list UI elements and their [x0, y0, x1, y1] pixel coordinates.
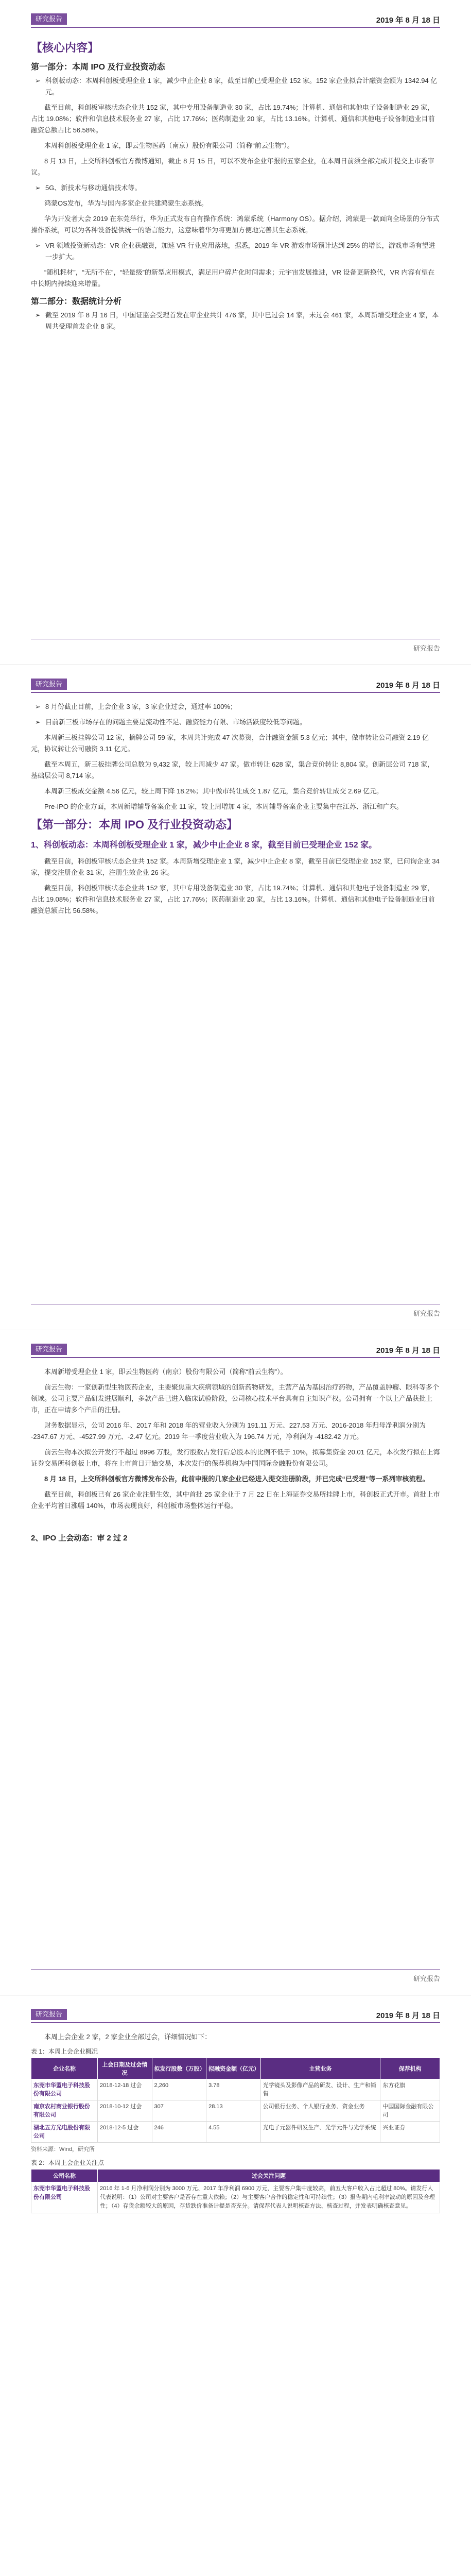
table-cell: 2018-12-18 过会 [98, 2079, 152, 2100]
table-cell: 246 [152, 2122, 206, 2143]
footer-divider [31, 1969, 440, 1970]
paragraph: 截至目前，科创板审核状态企业共 152 家，其中专用设备制造业 30 家，占比 19.74%；计算机、通信和其他电子设备制造业 29 家，占比 19.08%；软件和信息技术服务业 27 家，占比 17.76%；医药制造业 20 家，占比 13.16%。计算机、通信和其他电子设备制造业目前融资总额占比 56.58%。 [31, 104, 435, 134]
column-header: 企业名称 [31, 2058, 98, 2079]
page-header [31, 2009, 440, 2023]
table-cell: 东莞市华盟电子科技股份有限公司 [31, 2079, 98, 2100]
paragraph: 截至目前，科创板已有 26 家企业注册生效，其中首批 25 家企业于 7 月 22 日在上海证券交易所挂牌上市，科创板正式开市。首批上市企业平均首日涨幅 140%，市场表现良好，科创板市场整体运行平稳。 [31, 1490, 440, 1510]
subsection-1-heading: 1、科创板动态：本周科创板受理企业 1 家，减少中止企业 8 家，截至目前已受理企业 152 家。 [31, 841, 377, 850]
table-cell: 东方花旗 [380, 2079, 440, 2100]
paragraph: 截至本周五，新三板挂牌公司总数为 9,432 家，较上周减少 47 家。做市转让 628 家，集合竞价转让 8,804 家。创新层公司 718 家，基础层公司 8,714 家。 [31, 760, 434, 779]
page-content [31, 2031, 440, 2213]
paragraph: Pre-IPO 的企业方面，本周新增辅导备案企业 11 家，较上周增加 4 家，本周辅导备案企业主要集中在江苏、浙江和广东。 [44, 803, 403, 810]
header-divider [31, 27, 440, 28]
page-content [31, 36, 440, 336]
page-header [31, 1344, 440, 1358]
page-footer [31, 639, 440, 654]
paragraph: 8 月 13 日，上交所科创板官方微博通知，截止 8 月 15 日，可以不发布企业年报的五家企业，在本周日前须全部完成并提交上市委审议。 [31, 157, 434, 176]
table-row [31, 2182, 440, 2213]
report-badge: 研究报告 [31, 13, 67, 25]
paragraph: 前云生物：一家创新型生物医药企业，主要聚焦重大疾病领域的创新药物研发，主营产品为基因治疗药物，产品覆盖肿瘤、眼科等多个领域。公司主要产品研发进展顺利，多款产品已进入临床试验阶段，公司核心技术平台具有自主知识产权。公司拥有一个以上产品获批上市，正在申请多个产品的注册。 [31, 1383, 440, 1414]
page-content [31, 1366, 440, 1547]
report-date: 2019 年 8 月 18 日 [376, 681, 440, 690]
table-cell: 东莞市华盟电子科技股份有限公司 [31, 2182, 98, 2213]
paragraph: 本周新三板成交金额 4.56 亿元，较上周下降 18.2%；其中做市转让成交 1.87 亿元，集合竞价转让成交 2.69 亿元。 [44, 787, 383, 795]
footer-text: 研究报告 [413, 1975, 440, 1982]
paragraph: 截至目前，科创板审核状态企业共 152 家。本周新增受理企业 1 家，减少中止企业 8 家，截至目前已受理企业 152 家，已问询企业 34 家，提交注册企业 31 家，注册生效企业 26 家。 [31, 857, 440, 876]
report-page-1 [0, 0, 471, 665]
table-source: 资料来源：Wind，研究所 [31, 2146, 95, 2153]
table-cell: 307 [152, 2100, 206, 2122]
table-row [31, 2122, 440, 2143]
table-cell: 光电子元器件研发生产、光学元件与光学系统 [260, 2122, 380, 2143]
core-content-title: 【核心内容】 [31, 41, 99, 54]
paragraph: 截至目前，科创板审核状态企业共 152 家，其中专用设备制造业 30 家，占比 19.74%；计算机、通信和其他电子设备制造业 29 家，占比 19.08%；软件和信息技术服务业 27 家，占比 17.76%；医药制造业 20 家，占比 13.16%。计算机、通信和其他电子设备制造业目前融资总额占比 56.58%。 [31, 884, 435, 914]
table-cell: 2016 年 1-6 月净利润分别为 3000 万元、2017 年净利润 6900 万元，主要客户集中度较高，前五大客户收入占比超过 80%。请发行人代表说明：（1）公司对主要客户是否存在重大依赖；（2）与主要客户合作的稳定性和可持续性；（3）报告期内毛利率波动的原因及合理性；（4）存货余额较大的原因，存货跌价准备计提是否充分。请保荐代表人说明核查方法、核查过程，并发表明确核查意见。 [98, 2182, 440, 2213]
header-divider [31, 1357, 440, 1358]
paragraph: 财务数据显示，公司 2016 年、2017 年和 2018 年的营业收入分别为 191.11 万元、227.53 万元、2016-2018 年归母净利润分别为 -2347.67 万元、-4527.99 万元、-2.47 亿元。2019 年一季度营业收入为 196.74 万元，净利润为 -4182.42 万元。 [31, 1421, 426, 1440]
bullet-neeq: ➢ 目前新三板市场存在的问题主要是流动性不足、融资能力有限、市场活跃度较低等问题。 [31, 717, 440, 728]
report-badge: 研究报告 [31, 1344, 67, 1355]
footer-text: 研究报告 [413, 645, 440, 652]
page-header [31, 679, 440, 693]
column-header: 上会日期及过会情况 [98, 2058, 152, 2079]
footer-text: 研究报告 [413, 1310, 440, 1317]
paragraph: 鸿蒙OS发布，华为与国内多家企业共建鸿蒙生态系统。 [44, 199, 208, 207]
table-cell: 中国国际金融有限公司 [380, 2100, 440, 2122]
paragraph: “随机耗材”，“无所不在”，“轻量级”的新型应用模式，满足用户碎片化时间需求；元宇宙发展推进，VR 设备更新换代，VR 内容有望在中长期内持续迎来增量。 [31, 268, 435, 287]
table-cell: 南京农村商业银行股份有限公司 [31, 2100, 98, 2122]
report-page-3 [0, 1330, 471, 1995]
report-date: 2019 年 8 月 18 日 [376, 16, 440, 25]
paragraph-emphasis: 8 月 18 日，上交所科创板官方微博发布公告，此前申报的几家企业已经进入提交注册阶段，并已完成“已受理”等一系列审核流程。 [44, 1475, 429, 1483]
column-header: 保荐机构 [380, 2058, 440, 2079]
table-cell: 兴业证券 [380, 2122, 440, 2143]
table-1-title: 表 1：本周上会企业概况 [31, 2048, 98, 2055]
table-header-row [31, 2058, 440, 2079]
table-header-row [31, 2170, 440, 2182]
report-date: 2019 年 8 月 18 日 [376, 2011, 440, 2020]
page-footer [31, 1304, 440, 1319]
report-page-4 [0, 1995, 471, 2576]
column-header: 过会关注问题 [98, 2170, 440, 2182]
page-content [31, 701, 440, 921]
table-cell: 28.13 [206, 2100, 261, 2122]
report-badge: 研究报告 [31, 679, 67, 690]
column-header: 拟融资金额（亿元） [206, 2058, 261, 2079]
table-cell: 4.55 [206, 2122, 261, 2143]
table-cell: 光学镜头及影像产品的研发、设计、生产和销售 [260, 2079, 380, 2100]
section-2-title: 第二部分：数据统计分析 [31, 297, 122, 306]
table-cell: 2018-10-12 过会 [98, 2100, 152, 2122]
bullet-ipo-stats: ➢ 截至 2019 年 8 月 16 日，中国证监会受理首发在审企业共计 476 家，其中已过会 14 家，未过会 461 家，本周新增受理企业 4 家，本周共受理首发企业 8 家。 [31, 310, 440, 332]
bullet-5g: ➢ 5G、新技术与移动通信技术等。 [31, 182, 440, 194]
part-1-heading: 【第一部分：本周 IPO 及行业投资动态】 [31, 818, 238, 831]
header-divider [31, 2022, 440, 2023]
bullet-august-review: ➢ 8 月份截止目前，上会企业 3 家，3 家企业过会，通过率 100%； [31, 701, 440, 713]
column-header: 主营业务 [260, 2058, 380, 2079]
header-divider [31, 692, 440, 693]
table-cell: 3.78 [206, 2079, 261, 2100]
column-header: 拟发行股数（万股） [152, 2058, 206, 2079]
bullet-vr: ➢ VR 领域投资新动态：VR 企业获融资，加速 VR 行业应用落地，据悉，2019 年 VR 游戏市场预计达到 25% 的增长，游戏市场有望进一步扩大。 [31, 240, 440, 263]
paragraph: 本周新三板挂牌公司 12 家，摘牌公司 59 家，本周共计完成 47 次募资，合计融资金额 5.3 亿元；其中，做市转让公司融资 2.19 亿元，协议转让公司融资 3.11 亿元。 [31, 734, 429, 753]
table-2-title: 表 2：本周上会企业关注点 [31, 2159, 104, 2166]
report-page-2 [0, 665, 471, 1330]
table-cell: 公司银行业务、个人银行业务、资金业务 [260, 2100, 380, 2122]
paragraph: 华为开发者大会 2019 在东莞举行，华为正式发布自有操作系统：鸿蒙系统（Harmony OS）。据介绍，鸿蒙是一款面向全场景的分布式操作系统，可以为各种设备提供统一的语言能力，这意味着华为将更加方便地完善其生态系统。 [31, 215, 440, 234]
table-row [31, 2079, 440, 2100]
report-badge: 研究报告 [31, 2009, 67, 2020]
page-footer [31, 1969, 440, 1985]
paragraph: 前云生物本次拟公开发行不超过 8996 万股，发行股数占发行后总股本的比例不低于 10%，拟募集资金 20.01 亿元，本次发行拟在上海证券交易所科创板上市，将在上市首日开始交易，本次发行的保荐机构为中国国际金融股份有限公司。 [31, 1448, 440, 1467]
section-1-title: 第一部分：本周 IPO 及行业投资动态 [31, 63, 165, 72]
paragraph: 本周上会企业 2 家，2 家企业全部过会，详细情况如下： [44, 2033, 212, 2041]
table-row [31, 2100, 440, 2122]
review-concerns-table [31, 2169, 440, 2213]
ipo-review-table [31, 2058, 440, 2143]
page-header [31, 13, 440, 28]
column-header: 公司名称 [31, 2170, 98, 2182]
paragraph: 本周科创板受理企业 1 家，即云生物医药（南京）股份有限公司（简称“前云生物”）。 [44, 142, 294, 149]
table-cell: 湖北五方光电股份有限公司 [31, 2122, 98, 2143]
paragraph: 本周新增受理企业 1 家，即云生物医药（南京）股份有限公司（简称“前云生物”）。 [44, 1368, 287, 1376]
subsection-2-heading: 2、IPO 上会动态：审 2 过 2 [31, 1534, 128, 1543]
report-date: 2019 年 8 月 18 日 [376, 1346, 440, 1355]
table-cell: 2,260 [152, 2079, 206, 2100]
table-cell: 2018-12-5 过会 [98, 2122, 152, 2143]
bullet-star-market: ➢ 科创板动态：本周科创板受理企业 1 家，减少中止企业 8 家，截至目前已受理企业 152 家。152 家企业拟合计融资金额为 1342.94 亿元。 [31, 75, 440, 98]
